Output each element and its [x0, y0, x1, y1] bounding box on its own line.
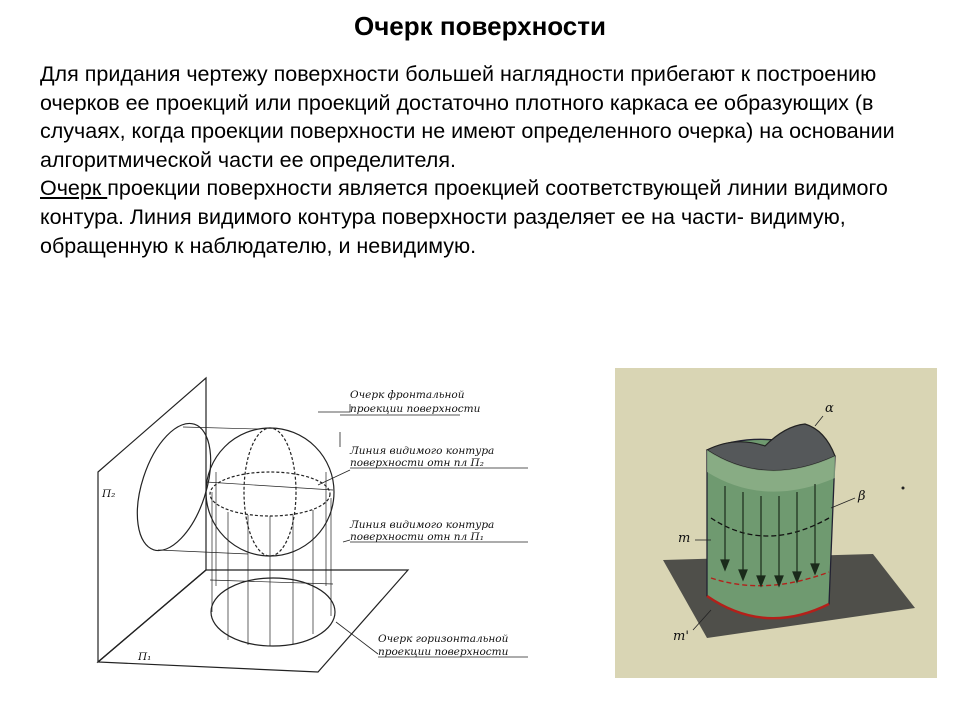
plane-p2-outline: [98, 378, 206, 662]
label-contour-p1-line2: поверхности отн пл П₁: [350, 531, 484, 543]
label-beta: β: [858, 489, 866, 504]
label-frontal-line1: Очерк фронтальной: [350, 389, 465, 401]
paragraph-2-rest: проекции поверхности является проекцией соответствующей линии видимого контура. Линия видимого контура поверхности разделяет ее на части- видимую, обращенную к наблюдателю, и невидимую.: [40, 176, 888, 258]
page-title: Очерк поверхности: [353, 11, 606, 41]
label-m: m: [678, 531, 691, 546]
paragraph-1: Для придания чертежу поверхности большей наглядности прибегают к построению очерков ее проекций или проекций достаточно плотного каркаса ее образующих (в случаях, когда проекции поверхности не имеют определенного очерка) на основании алгоритмической части ее определителя.: [40, 62, 895, 172]
dot-mark: [902, 487, 905, 490]
label-horizontal-line2: проекции поверхности: [378, 646, 509, 658]
paragraph-2: [40, 174, 925, 260]
sphere-equator: [210, 472, 330, 516]
sphere-projection-drawing: [88, 372, 558, 692]
plane-p1-label: П₁: [138, 651, 152, 663]
cylinder-illustration: [615, 368, 937, 678]
label-contour-p2-line2: поверхности отн пл П₂: [350, 457, 484, 469]
label-m-prime: m': [673, 629, 689, 644]
label-contour-p1-line1: Линия видимого контура: [350, 519, 495, 531]
label-frontal-line2: проекции поверхности: [350, 403, 481, 415]
horizontal-projection-ellipse: [211, 578, 335, 646]
label-contour-p2-line1: Линия видимого контура: [350, 445, 495, 457]
label-horizontal-line1: Очерк горизонтальной: [378, 633, 509, 645]
term-ocherk: Очерк: [40, 176, 108, 201]
label-alpha: α: [825, 401, 834, 416]
plane-p2-label: П₂: [102, 488, 116, 500]
body-text: [40, 60, 925, 260]
